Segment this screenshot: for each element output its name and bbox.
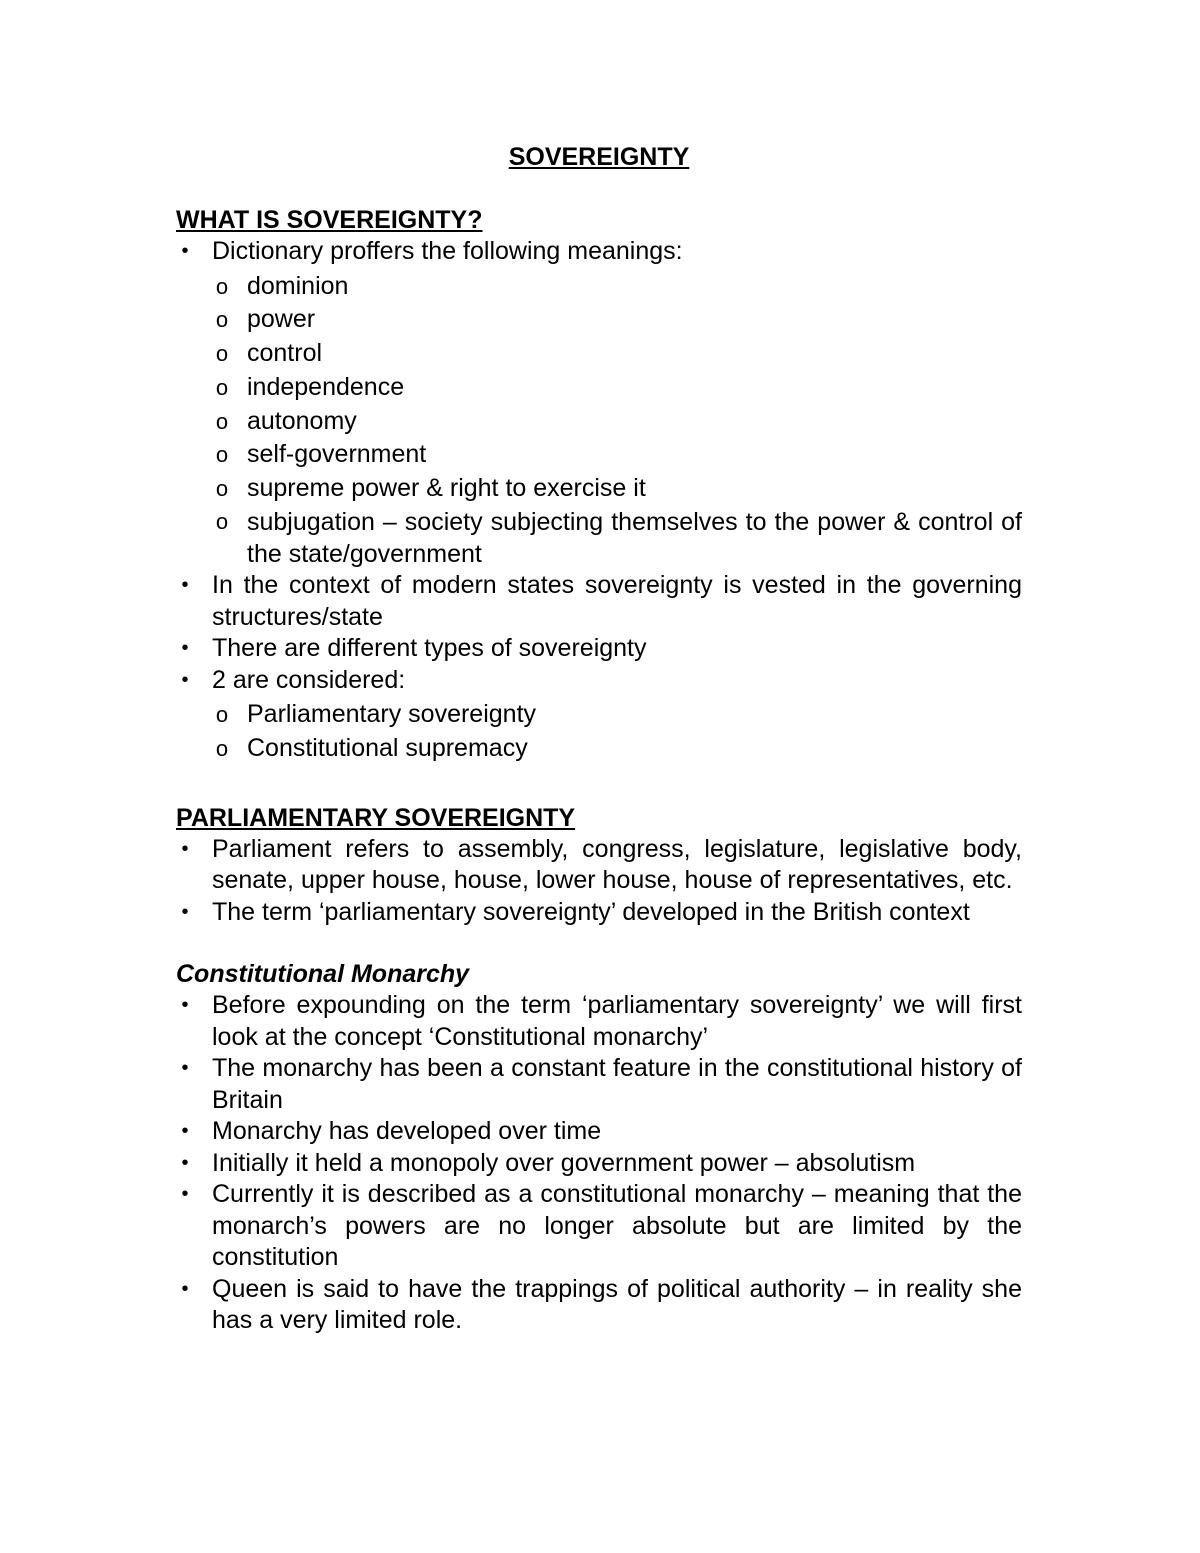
list-item	[176, 990, 1022, 1053]
list-item	[176, 1116, 1022, 1148]
sub-list-item	[176, 303, 1022, 337]
sub-list-item	[176, 698, 1022, 732]
sub-list-item	[176, 506, 1022, 570]
sub-list-item	[176, 337, 1022, 371]
sub-list-item-text: subjugation – society subjecting themselves to the power & control of the state/government	[247, 508, 1022, 569]
bullet-icon: •	[181, 240, 189, 262]
list-item-text: There are different types of sovereignty	[212, 634, 647, 663]
bullet-icon: •	[181, 837, 189, 860]
what-is-bullet-list	[176, 236, 1022, 766]
bullet-icon: •	[181, 637, 189, 660]
document-content	[176, 141, 1022, 1337]
sub-list-item-text: autonomy	[247, 406, 357, 435]
bullet-icon: •	[181, 668, 189, 691]
list-item	[176, 1053, 1022, 1116]
sub-heading-constitutional-monarchy: Constitutional Monarchy	[176, 960, 470, 989]
section-heading-what-is-sovereignty: WHAT IS SOVEREIGNTY?	[176, 206, 483, 234]
circle-bullet-icon: o	[215, 374, 229, 400]
list-item	[176, 236, 1022, 570]
bullet-icon: •	[181, 574, 189, 597]
circle-bullet-icon: o	[215, 341, 229, 367]
list-item-text: Queen is said to have the trappings of political authority – in reality she has a very limited role.	[212, 1274, 1022, 1335]
list-item	[176, 1274, 1022, 1337]
document-title: SOVEREIGNTY	[508, 143, 690, 171]
list-item-text: Dictionary proffers the following meanings:	[212, 237, 683, 265]
bullet-icon: •	[181, 900, 189, 923]
list-item-text: 2 are considered:	[212, 665, 406, 694]
list-item-text: Initially it held a monopoly over government power – absolutism	[212, 1148, 916, 1177]
bullet-icon: •	[181, 1183, 189, 1206]
circle-bullet-icon: o	[215, 442, 229, 468]
sub-list-item-text: independence	[247, 372, 405, 401]
sub-list-item	[176, 732, 1022, 766]
sub-list-item	[176, 405, 1022, 439]
sub-list-item-text: Constitutional supremacy	[247, 733, 528, 762]
circle-bullet-icon: o	[215, 273, 229, 299]
section-spacer	[176, 766, 1022, 802]
sub-list-item	[176, 438, 1022, 472]
list-item-text: The term ‘parliamentary sovereignty’ developed in the British context	[212, 897, 970, 926]
circle-bullet-icon: o	[215, 476, 229, 502]
sub-list-item-text: Parliamentary sovereignty	[247, 700, 537, 729]
list-item	[176, 665, 1022, 766]
bullet-icon: •	[181, 1277, 189, 1300]
list-item	[176, 834, 1022, 897]
list-item	[176, 1148, 1022, 1180]
list-item-text: Monarchy has developed over time	[212, 1117, 602, 1146]
list-item-text: Currently it is described as a constitutional monarchy – meaning that the monarch’s powers are no longer absolute but are limited by the constitution	[212, 1180, 1022, 1272]
list-item	[176, 570, 1022, 633]
circle-bullet-icon: o	[215, 408, 229, 434]
parliamentary-bullet-list	[176, 834, 1022, 929]
list-item-text: Before expounding on the term ‘parliamentary sovereignty’ we will first look at the concept ‘Constitutional monarchy’	[212, 991, 1022, 1051]
bullet-icon: •	[181, 1151, 189, 1174]
bullet-icon: •	[181, 994, 189, 1017]
list-item-text: In the context of modern states sovereignty is vested in the governing structures/state	[212, 571, 1022, 631]
list-item	[176, 897, 1022, 929]
circle-bullet-icon: o	[215, 702, 229, 728]
circle-bullet-icon: o	[215, 307, 229, 333]
sub-list-item	[176, 371, 1022, 405]
sub-list-item	[176, 472, 1022, 506]
sub-list-item-text: control	[247, 339, 323, 368]
sub-list-item-text: self-government	[247, 440, 427, 469]
sub-list-item-text: power	[247, 305, 316, 334]
meanings-sub-list	[176, 270, 1022, 571]
circle-bullet-icon: o	[215, 735, 229, 761]
monarchy-bullet-list	[176, 990, 1022, 1337]
list-item	[176, 633, 1022, 665]
sub-list-item	[176, 270, 1022, 304]
list-item-text: The monarchy has been a constant feature in the constitutional history of Britain	[212, 1054, 1022, 1114]
types-sub-list	[176, 698, 1022, 766]
bullet-icon: •	[181, 1057, 189, 1080]
section-spacer	[176, 928, 1022, 958]
sub-list-item-text: supreme power & right to exercise it	[247, 474, 646, 503]
circle-bullet-icon: o	[215, 509, 229, 535]
list-item	[176, 1179, 1022, 1274]
sub-list-item-text: dominion	[247, 271, 349, 300]
bullet-icon: •	[181, 1120, 189, 1143]
list-item-text: Parliament refers to assembly, congress, legislature, legislative body, senate, upper house, house, lower house, house of representatives, etc.	[212, 834, 1022, 895]
section-heading-parliamentary-sovereignty: PARLIAMENTARY SOVEREIGNTY	[176, 803, 576, 832]
